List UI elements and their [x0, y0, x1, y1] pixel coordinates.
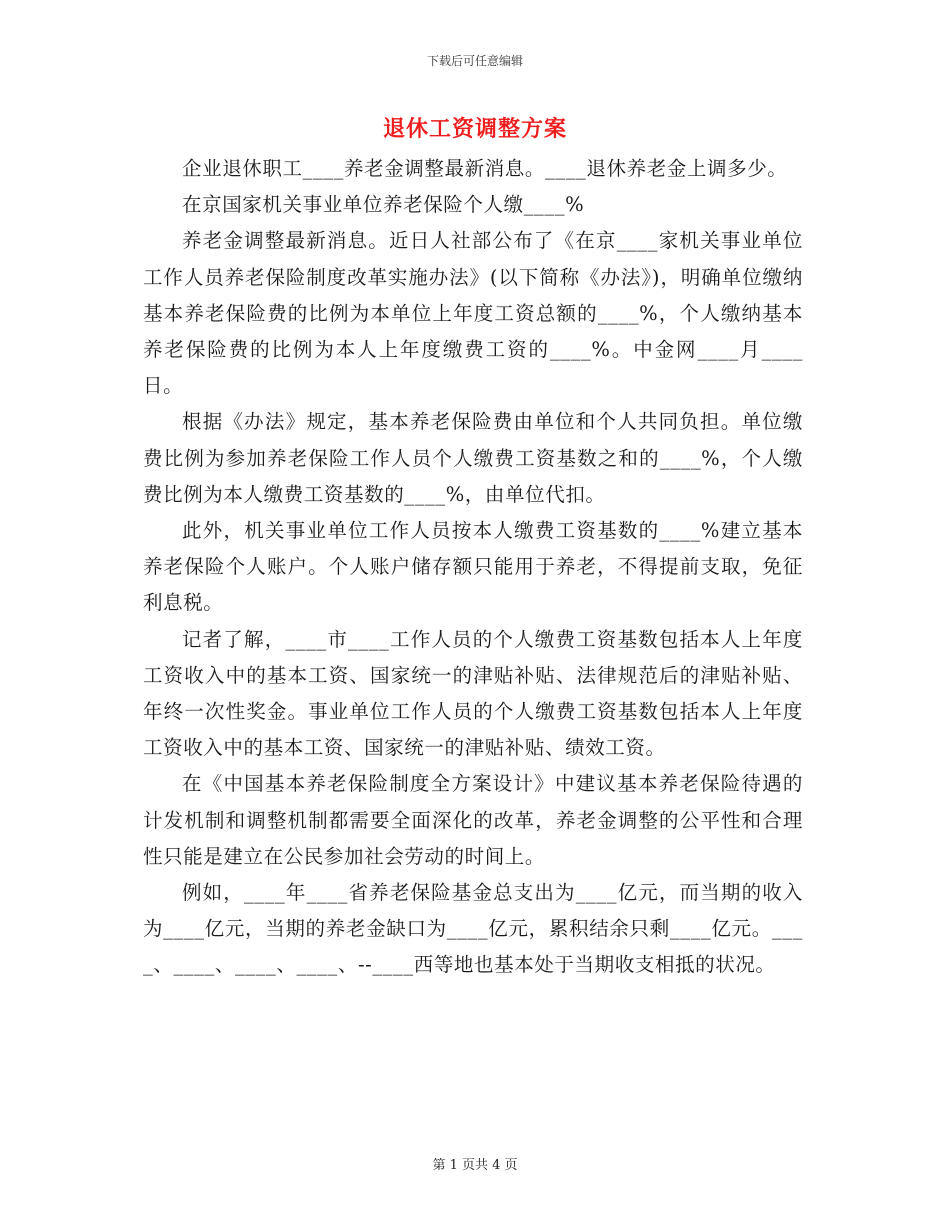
paragraph: 记者了解，____市____工作人员的个人缴费工资基数包括本人上年度工资收入中的基本工资、国家统一的津贴补贴、法律规范后的津贴补贴、年终一次性奖金。事业单位工作人员的个人缴费工资基数包括本人上年度工资收入中的基本工资、国家统一的津贴补贴、绩效工资。 [143, 627, 803, 760]
paragraph: 此外，机关事业单位工作人员按本人缴费工资基数的____%建立基本养老保险个人账户。个人账户储存额只能用于养老，不得提前支取，免征利息税。 [143, 519, 803, 615]
paragraph: 例如，____年____省养老保险基金总支出为____亿元，而当期的收入为____亿元，当期的养老金缺口为____亿元，累积结余只剩____亿元。____、____、____、____、--____西等地也基本处于当期收支相抵的状况。 [143, 881, 803, 977]
document-title: 退休工资调整方案 [382, 116, 567, 142]
page-number-footer: 第 1 页共 4 页 [432, 1158, 518, 1173]
header-note: 下载后可任意编辑 [426, 54, 523, 68]
paragraph: 根据《办法》规定，基本养老保险费由单位和个人共同负担。单位缴费比例为参加养老保险工作人员个人缴费工资基数之和的____%，个人缴费比例为本人缴费工资基数的____%，由单位代扣。 [143, 410, 803, 506]
paragraph: 在京国家机关事业单位养老保险个人缴____% [182, 193, 585, 217]
paragraph: 企业退休职工____养老金调整最新消息。____退休养老金上调多少。 [182, 157, 788, 180]
paragraph: 在《中国基本养老保险制度全方案设计》中建议基本养老保险待遇的计发机制和调整机制都需要全面深化的改革，养老金调整的公平性和合理性只能是建立在公民参加社会劳动的时间上。 [143, 772, 803, 868]
paragraph: 养老金调整最新消息。近日人社部公布了《在京____家机关事业单位工作人员养老保险制度改革实施办法》(以下简称《办法》)，明确单位缴纳基本养老保险费的比例为本单位上年度工资总额的____%，个人缴纳基本养老保险费的比例为本人上年度缴费工资的____%。中金网____月____日。 [143, 229, 803, 398]
document-body [143, 151, 803, 984]
